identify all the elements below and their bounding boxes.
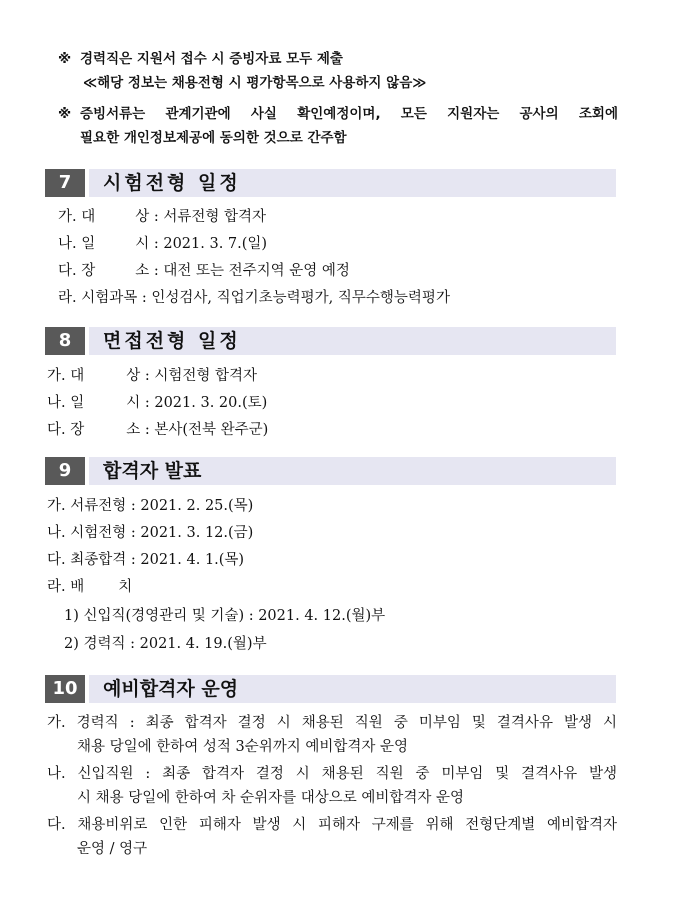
section-number: 7 [45,169,85,197]
item-label: 장 소 [70,422,141,438]
subitem-marker: 2) [64,636,79,652]
reference-mark: ※ [58,51,72,67]
paragraph-marker: 가. [47,715,66,731]
note-evidence [58,49,343,69]
item-value: 2021. 3. 7.(일) [163,236,268,252]
s9-item-document [47,496,253,516]
item-label: 일 시 [81,236,150,252]
item-marker: 가. [58,209,77,225]
item-value: 대전 또는 전주지역 운영 예정 [163,263,350,279]
item-value: 2021. 2. 25.(목) [140,498,254,514]
s9-item-final [47,550,244,570]
s7-item-target [58,207,266,227]
item-label: 장 소 [81,263,150,279]
subitem-text: 경력직 : 2021. 4. 19.(월)부 [83,636,267,652]
paragraph-text: 신입직원 : 최종 합격자 결정 시 채용된 직원 중 미부임 및 결격사유 발생 [77,766,618,782]
item-separator: : [130,498,136,514]
item-label: 시험과목 [81,290,138,306]
paragraph-text: 채용비위로 인한 피해자 발생 시 피해자 구제를 위해 전형단계별 예비합격자 [77,817,617,833]
item-separator: : [141,290,147,306]
item-marker: 나. [58,236,77,252]
s8-item-date [47,393,267,413]
item-marker: 다. [47,422,66,438]
paragraph-marker: 나. [47,766,66,782]
item-value: 2021. 3. 12.(금) [140,525,254,541]
item-marker: 다. [47,552,66,568]
item-value: 서류전형 합격자 [163,209,267,225]
paragraph-text: 운영 / 영구 [77,841,148,857]
section-title: 시험전형 일정 [103,172,241,194]
item-separator: : [130,525,136,541]
section-title: 합격자 발표 [103,460,202,482]
s9-subitem-career [64,634,267,654]
item-label: 서류전형 [70,498,127,514]
section-header-7 [45,169,616,197]
subitem-marker: 1) [64,608,79,624]
item-separator: : [153,236,159,252]
item-value: 2021. 3. 20.(토) [154,395,268,411]
s7-item-place [58,261,350,281]
item-label: 일 시 [70,395,141,411]
section-number: 10 [45,675,85,703]
note-text: 필요한 개인정보제공에 동의한 것으로 간주함 [80,130,347,146]
item-label: 대 상 [81,209,150,225]
section-header-9 [45,457,616,485]
note-text: ≪해당 정보는 채용전형 시 평가항목으로 사용하지 않음≫ [83,75,427,91]
item-separator: : [153,209,159,225]
s7-item-date [58,234,267,254]
s10-paragraph-new-line1 [47,764,617,784]
item-value: 인성검사, 직업기초능력평가, 직무수행능력평가 [151,290,450,306]
section-header-10 [45,675,616,703]
item-marker: 가. [47,368,66,384]
s10-paragraph-fraud-line2 [77,839,147,859]
paragraph-text: 경력직 : 최종 합격자 결정 시 채용된 직원 중 미부임 및 결격사유 발생 시 [76,715,618,731]
item-value: 본사(전북 완주군) [154,422,269,438]
item-separator: : [144,368,150,384]
item-separator: : [130,552,136,568]
item-marker: 나. [47,525,66,541]
subitem-text: 신입직(경영관리 및 기술) : 2021. 4. 12.(월)부 [83,608,386,624]
note-text: 경력직은 지원서 접수 시 증빙자료 모두 제출 [80,51,343,67]
s10-paragraph-career-line1 [47,713,617,733]
section-title: 예비합격자 운영 [103,678,239,700]
section-number: 8 [45,327,85,355]
item-label: 시험전형 [70,525,127,541]
section-title: 면접전형 일정 [103,330,241,352]
s9-item-exam [47,523,253,543]
s10-paragraph-new-line2 [77,788,464,808]
section-number: 9 [45,457,85,485]
item-value: 시험전형 합격자 [154,368,258,384]
reference-mark: ※ [58,106,72,122]
paragraph-text: 채용 당일에 한하여 성적 3순위까지 예비합격자 운영 [77,739,409,755]
item-label: 최종합격 [70,552,127,568]
s9-item-placement [47,577,132,597]
s10-paragraph-career-line2 [77,737,408,757]
section-header-8 [45,327,616,355]
item-label: 대 상 [70,368,141,384]
item-label: 배 치 [70,579,133,595]
paragraph-text: 시 채용 당일에 한하여 차 순위자를 대상으로 예비합격자 운영 [77,790,465,806]
item-separator: : [153,263,159,279]
note-consent [80,128,347,148]
item-marker: 라. [47,579,66,595]
item-separator: : [144,422,150,438]
s8-item-place [47,420,268,440]
item-marker: 라. [58,290,77,306]
item-value: 2021. 4. 1.(목) [140,552,245,568]
item-separator: : [144,395,150,411]
s8-item-target [47,366,257,386]
paragraph-marker: 다. [47,817,66,833]
note-verification [58,104,618,124]
note-not-evaluated [83,73,426,93]
item-marker: 다. [58,263,77,279]
s10-paragraph-fraud-line1 [47,815,617,835]
note-text: 증빙서류는 관계기관에 사실 확인예정이며, 모든 지원자는 공사의 조회에 [80,106,618,122]
item-marker: 나. [47,395,66,411]
s7-item-subjects [58,288,450,308]
item-marker: 가. [47,498,66,514]
s9-subitem-new [64,606,385,626]
